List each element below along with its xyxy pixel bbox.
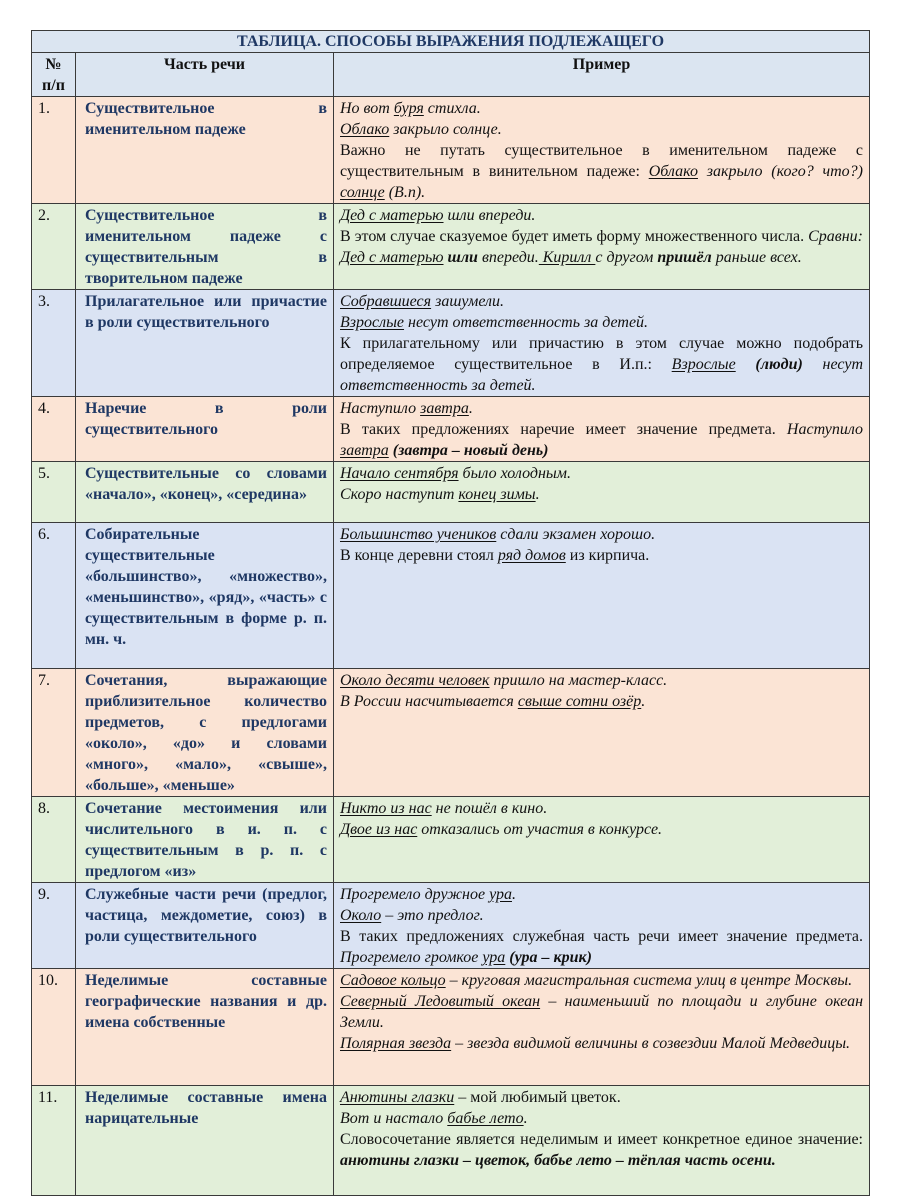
example-line (340, 819, 863, 840)
table-row (32, 669, 870, 797)
part-of-speech-cell: Сочетание местоимения или числительного в и. п. с существительным в р. п. с предлогом «из» (76, 797, 334, 883)
part-of-speech-cell: Сочетания, выражающие приблизительное количество предметов, с предлогами «около», «до» и словами «много», «мало», «свыше», «больше», «меньше» (76, 669, 334, 797)
row-number: 7. (32, 669, 76, 797)
example-line (340, 291, 863, 312)
example-line (340, 98, 863, 119)
example-text-segment: Облако (340, 121, 390, 138)
example-line (340, 691, 863, 712)
example-text-segment: Полярная звезда (340, 1035, 452, 1052)
example-text-segment: . (641, 693, 646, 710)
example-text-segment: завтра (420, 400, 469, 417)
example-text-segment: шли впереди. (443, 207, 536, 224)
example-text-segment: Никто из нас (340, 800, 432, 817)
header-number: № п/п (32, 53, 76, 97)
row-number: 9. (32, 883, 76, 969)
table-row (32, 523, 870, 669)
row-number: 1. (32, 97, 76, 204)
example-line (340, 119, 863, 140)
example-line (340, 463, 863, 484)
example-text-segment: Дед с матерью (340, 249, 444, 266)
example-text-segment: – это предлог. (381, 907, 484, 924)
example-line (340, 545, 863, 566)
table-row (32, 1086, 870, 1196)
example-text-segment: Наступило (340, 400, 421, 417)
example-text-segment: свыше сотни озёр (517, 693, 642, 710)
example-text-segment: Наступило (786, 421, 863, 438)
example-text-segment: ряд домов (497, 547, 566, 564)
example-text-segment: пришло на мастер-класс. (489, 672, 668, 689)
example-line (340, 484, 863, 505)
example-text-segment: – круговая магистральная система улиц в центре Москвы. (445, 972, 853, 989)
example-text-segment (736, 356, 756, 373)
example-text-segment: несут ответственность за детей. (340, 356, 863, 394)
example-text-segment: Двое из нас (340, 821, 418, 838)
example-text-segment: В таких предложениях наречие имеет значение предмета. (340, 421, 787, 438)
example-text-segment: . (535, 486, 540, 503)
example-text-segment: Садовое кольцо (340, 972, 446, 989)
part-of-speech-cell: Собирательные существительные «большинство», «множество», «меньшинство», «ряд», «часть» с существительным в форме р. п. мн. ч. (76, 523, 334, 669)
example-text-segment: закрыло (кого? что?) (697, 163, 863, 180)
example-text-segment: Словосочетание является неделимым и имеет конкретное единое значение: (340, 1131, 863, 1148)
example-text-segment: Начало сентября (340, 465, 459, 482)
example-cell (334, 397, 870, 462)
header-example: Пример (334, 53, 870, 97)
part-of-speech-cell: Существительное в именительном падеже (76, 97, 334, 204)
example-text-segment: Облако (648, 163, 698, 180)
example-line (340, 205, 863, 226)
row-number: 4. (32, 397, 76, 462)
table-row (32, 204, 870, 290)
table-title: ТАБЛИЦА. СПОСОБЫ ВЫРАЖЕНИЯ ПОДЛЕЖАЩЕГО (32, 31, 870, 53)
example-text-segment: Северный Ледовитый океан (340, 993, 541, 1010)
row-number: 8. (32, 797, 76, 883)
example-text-segment: из кирпича. (565, 547, 650, 564)
example-line (340, 226, 863, 268)
example-cell (334, 204, 870, 290)
example-text-segment: Прогремело громкое (340, 949, 483, 966)
header-part-of-speech: Часть речи (76, 53, 334, 97)
example-text-segment: завтра (340, 442, 389, 459)
part-of-speech-cell: Существительное в именительном падеже с существительным в творительном падеже (76, 204, 334, 290)
example-text-segment: не пошёл в кино. (431, 800, 548, 817)
example-text-segment: В России насчитывается (340, 693, 518, 710)
example-text-segment: – мой любимый цветок. (454, 1089, 621, 1106)
example-line (340, 926, 863, 968)
row-number: 10. (32, 969, 76, 1086)
example-text-segment: Около десяти человек (340, 672, 490, 689)
example-cell (334, 969, 870, 1086)
example-text-segment: с другом (595, 249, 658, 266)
example-text-segment: было холодным. (458, 465, 571, 482)
example-text-segment: Сравни: (808, 228, 863, 245)
part-of-speech-cell: Существительные со словами «начало», «конец», «середина» (76, 462, 334, 523)
example-text-segment: . (523, 1110, 528, 1127)
part-of-speech-cell: Служебные части речи (предлог, частица, междометие, союз) в роли существительного (76, 883, 334, 969)
example-text-segment: конец зимы (458, 486, 536, 503)
example-text-segment: зашумели. (431, 293, 504, 310)
part-of-speech-cell: Наречие в роли существительного (76, 397, 334, 462)
example-cell (334, 462, 870, 523)
example-text-segment: Большинство учеников (340, 526, 497, 543)
example-line (340, 140, 863, 203)
example-cell (334, 523, 870, 669)
example-text-segment: отказались от участия в конкурсе. (417, 821, 663, 838)
example-text-segment: (люди) (755, 356, 803, 373)
example-text-segment: В этом случае сказуемое будет иметь форму множественного числа. (340, 228, 809, 245)
part-of-speech-cell: Прилагательное или причастие в роли существительного (76, 290, 334, 397)
example-line (340, 524, 863, 545)
table-row (32, 797, 870, 883)
example-cell (334, 883, 870, 969)
example-text-segment: Важно не путать существительное в именительном падеже с существительным в винительном падеже: (340, 142, 863, 180)
example-cell (334, 290, 870, 397)
example-line (340, 1033, 863, 1054)
example-text-segment: Взрослые (671, 356, 736, 373)
example-text-segment: сдали экзамен хорошо. (496, 526, 656, 543)
row-number: 2. (32, 204, 76, 290)
example-text-segment: стихла. (423, 100, 481, 117)
example-text-segment: Около (340, 907, 382, 924)
example-text-segment: анютины глазки – цветок, бабье лето – тёплая часть осени. (340, 1152, 776, 1169)
example-text-segment: . (468, 400, 473, 417)
example-text-segment: впереди. (477, 249, 539, 266)
table-row (32, 97, 870, 204)
example-text-segment: Скоро наступит (340, 486, 459, 503)
example-line (340, 905, 863, 926)
example-text-segment: – звезда видимой величины в созвездии Малой Медведицы. (451, 1035, 851, 1052)
example-text-segment: Вот и настало (340, 1110, 448, 1127)
example-text-segment: солнце (340, 184, 385, 201)
example-cell (334, 669, 870, 797)
row-number: 6. (32, 523, 76, 669)
example-text-segment: В таких предложениях служебная часть речи имеет значение предмета. (340, 928, 863, 945)
part-of-speech-cell: Неделимые составные географические названия и др. имена собственные (76, 969, 334, 1086)
example-text-segment: ура (489, 886, 512, 903)
example-text-segment: (завтра – новый день) (392, 442, 549, 459)
table-row (32, 397, 870, 462)
example-text-segment: Анютины глазки (340, 1089, 455, 1106)
subject-expression-table (31, 30, 870, 1196)
example-text-segment: Кирилл (538, 249, 596, 266)
example-line (340, 398, 863, 419)
example-text-segment: К прилагательному или причастию в этом случае можно подобрать определяемое существительное в И.п.: (340, 335, 863, 373)
example-cell (334, 97, 870, 204)
part-of-speech-cell: Неделимые составные имена нарицательные (76, 1086, 334, 1196)
row-number: 5. (32, 462, 76, 523)
example-line (340, 312, 863, 333)
example-cell (334, 1086, 870, 1196)
example-text-segment: Но вот (340, 100, 394, 117)
example-text-segment: пришёл (657, 249, 712, 266)
table-row (32, 462, 870, 523)
example-line (340, 1108, 863, 1129)
table-row (32, 290, 870, 397)
example-text-segment: . (511, 886, 516, 903)
example-text-segment: раньше всех. (711, 249, 802, 266)
example-line (340, 333, 863, 396)
example-text-segment: буря (393, 100, 424, 117)
example-line (340, 991, 863, 1033)
example-text-segment: Собравшиеся (340, 293, 432, 310)
table-row (32, 883, 870, 969)
example-line (340, 1129, 863, 1171)
example-text-segment: несут ответственность за детей. (404, 314, 649, 331)
example-line (340, 419, 863, 461)
example-text-segment: Взрослые (340, 314, 405, 331)
example-text-segment: шли (447, 249, 478, 266)
table-body (32, 97, 870, 1196)
example-text-segment: (ура – крик) (509, 949, 592, 966)
example-text-segment: Прогремело дружное (340, 886, 490, 903)
example-text-segment: (В.п). (384, 184, 426, 201)
example-text-segment: Дед с матерью (340, 207, 444, 224)
example-line (340, 884, 863, 905)
example-text-segment: В конце деревни стоял (340, 547, 498, 564)
example-line (340, 970, 863, 991)
example-text-segment: – наименьший по площади и глубине океан Земли. (340, 993, 864, 1031)
example-line (340, 1087, 863, 1108)
row-number: 3. (32, 290, 76, 397)
example-text-segment: бабье лето (447, 1110, 524, 1127)
example-line (340, 798, 863, 819)
example-text-segment: закрыло солнце. (389, 121, 502, 138)
example-text-segment: ура (482, 949, 506, 966)
row-number: 11. (32, 1086, 76, 1196)
table-row (32, 969, 870, 1086)
example-cell (334, 797, 870, 883)
example-line (340, 670, 863, 691)
